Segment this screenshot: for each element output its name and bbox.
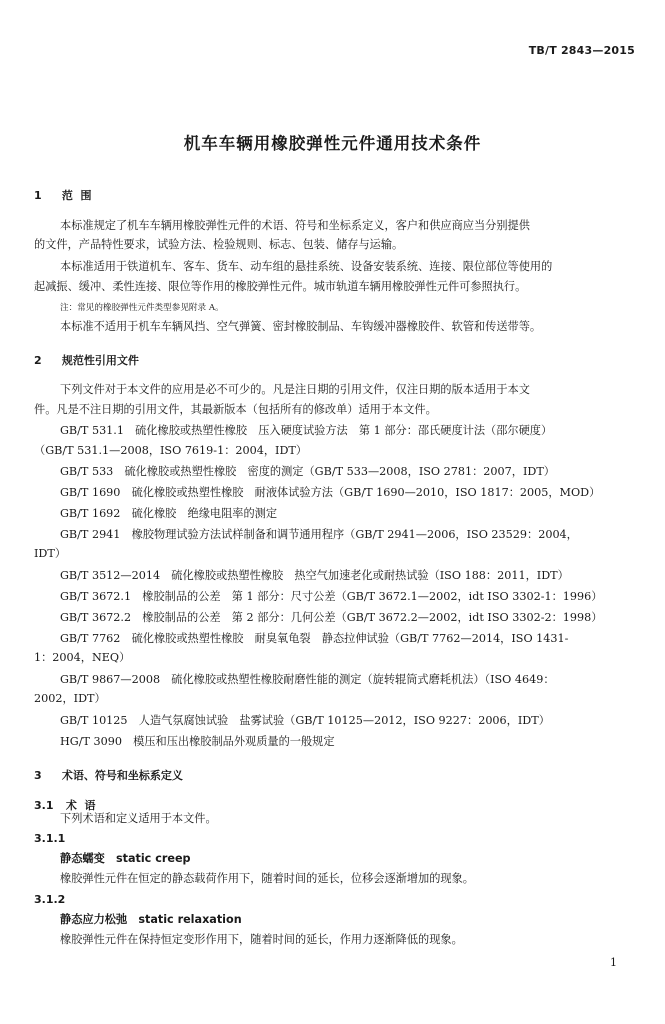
section-2-heading bbox=[34, 352, 139, 368]
reference-line: GB/T 3672.1 橡胶制品的公差 第 1 部分：尺寸公差（GB/T 3672.1—2002，idt ISO 3302-1：1996） bbox=[60, 590, 603, 603]
paragraph-line: 下列术语和定义适用于本文件。 bbox=[60, 812, 217, 825]
paragraph-line: 本标准不适用于机车车辆风挡、空气弹簧、密封橡胶制品、车钩缓冲器橡胶件、软管和传送带等。 bbox=[60, 320, 542, 333]
term-definition: 橡胶弹性元件在恒定的静态载荷作用下，随着时间的延长，位移会逐渐增加的现象。 bbox=[60, 872, 474, 885]
reference-line: GB/T 3672.2 橡胶制品的公差 第 2 部分：几何公差（GB/T 3672.2—2002，idt ISO 3302-2：1998） bbox=[60, 611, 603, 624]
term-definition: 橡胶弹性元件在保持恒定变形作用下，随着时间的延长，作用力逐渐降低的现象。 bbox=[60, 933, 463, 946]
subsection-3-1-heading bbox=[34, 797, 96, 813]
section-number: 1 bbox=[34, 189, 42, 202]
reference-line: 1：2004，NEQ） bbox=[34, 651, 131, 664]
section-title: 规范性引用文件 bbox=[61, 354, 139, 367]
term-number: 3.1.2 bbox=[34, 893, 66, 906]
reference-line: GB/T 9867—2008 硫化橡胶或热塑性橡胶耐磨性能的测定（旋转辊筒式磨耗机法）（ISO 4649： bbox=[60, 673, 555, 686]
paragraph-line: 下列文件对于本文件的应用是必不可少的。凡是注日期的引用文件，仅注日期的版本适用于本文 bbox=[60, 383, 530, 396]
section-number: 2 bbox=[34, 354, 42, 367]
standard-code: TB/T 2843—2015 bbox=[528, 44, 635, 57]
reference-line: （GB/T 531.1—2008，ISO 7619-1：2004，IDT） bbox=[34, 444, 308, 457]
term-title: 静态蠕变 static creep bbox=[60, 852, 191, 865]
reference-line: IDT） bbox=[34, 547, 67, 560]
subsection-number: 3.1 bbox=[34, 799, 54, 812]
paragraph-line: 件。凡是不注日期的引用文件，其最新版本（包括所有的修改单）适用于本文件。 bbox=[34, 403, 437, 416]
reference-line: GB/T 3512—2014 硫化橡胶或热塑性橡胶 热空气加速老化或耐热试验（ISO 188：2011，IDT） bbox=[60, 569, 569, 582]
paragraph-line: 本标准规定了机车车辆用橡胶弹性元件的术语、符号和坐标系定义，客户和供应商应当分别提供 bbox=[60, 219, 530, 232]
reference-line: GB/T 1690 硫化橡胶或热塑性橡胶 耐液体试验方法（GB/T 1690—2010，ISO 1817：2005，MOD） bbox=[60, 486, 601, 499]
reference-line: GB/T 2941 橡胶物理试验方法试样制备和调节通用程序（GB/T 2941—2006，ISO 23529：2004， bbox=[60, 528, 578, 541]
term-number: 3.1.1 bbox=[34, 832, 66, 845]
section-3-heading bbox=[34, 767, 183, 783]
reference-line: GB/T 7762 硫化橡胶或热塑性橡胶 耐臭氧龟裂 静态拉伸试验（GB/T 7762—2014，ISO 1431- bbox=[60, 632, 569, 645]
section-1-heading bbox=[34, 187, 92, 203]
section-title: 术语、符号和坐标系定义 bbox=[61, 769, 183, 782]
paragraph-line: 的文件，产品特性要求，试验方法、检验规则、标志、包装、储存与运输。 bbox=[34, 238, 404, 251]
reference-line: GB/T 10125 人造气氛腐蚀试验 盐雾试验（GB/T 10125—2012，ISO 9227：2006，IDT） bbox=[60, 714, 550, 727]
page-number: 1 bbox=[610, 956, 617, 969]
section-number: 3 bbox=[34, 769, 42, 782]
reference-line: 2002，IDT） bbox=[34, 692, 106, 705]
term-title: 静态应力松弛 static relaxation bbox=[60, 913, 242, 926]
section-title: 范 围 bbox=[61, 189, 92, 202]
paragraph-line: 起减振、缓冲、柔性连接、限位等作用的橡胶弹性元件。城市轨道车辆用橡胶弹性元件可参照执行。 bbox=[34, 280, 527, 293]
subsection-title: 术 语 bbox=[65, 799, 96, 812]
reference-line: HG/T 3090 模压和压出橡胶制品外观质量的一般规定 bbox=[60, 735, 335, 748]
document-title: 机车车辆用橡胶弹性元件通用技术条件 bbox=[183, 134, 482, 153]
reference-line: GB/T 531.1 硫化橡胶或热塑性橡胶 压入硬度试验方法 第 1 部分：邵氏硬度计法（邵尔硬度） bbox=[60, 424, 553, 437]
paragraph-line: 本标准适用于铁道机车、客车、货车、动车组的悬挂系统、设备安装系统、连接、限位部位等使用的 bbox=[60, 260, 553, 273]
note-line: 注：常见的橡胶弹性元件类型参见附录 A。 bbox=[60, 303, 224, 313]
reference-line: GB/T 533 硫化橡胶或热塑性橡胶 密度的测定（GB/T 533—2008，ISO 2781：2007，IDT） bbox=[60, 465, 555, 478]
reference-line: GB/T 1692 硫化橡胶 绝缘电阻率的测定 bbox=[60, 507, 278, 520]
